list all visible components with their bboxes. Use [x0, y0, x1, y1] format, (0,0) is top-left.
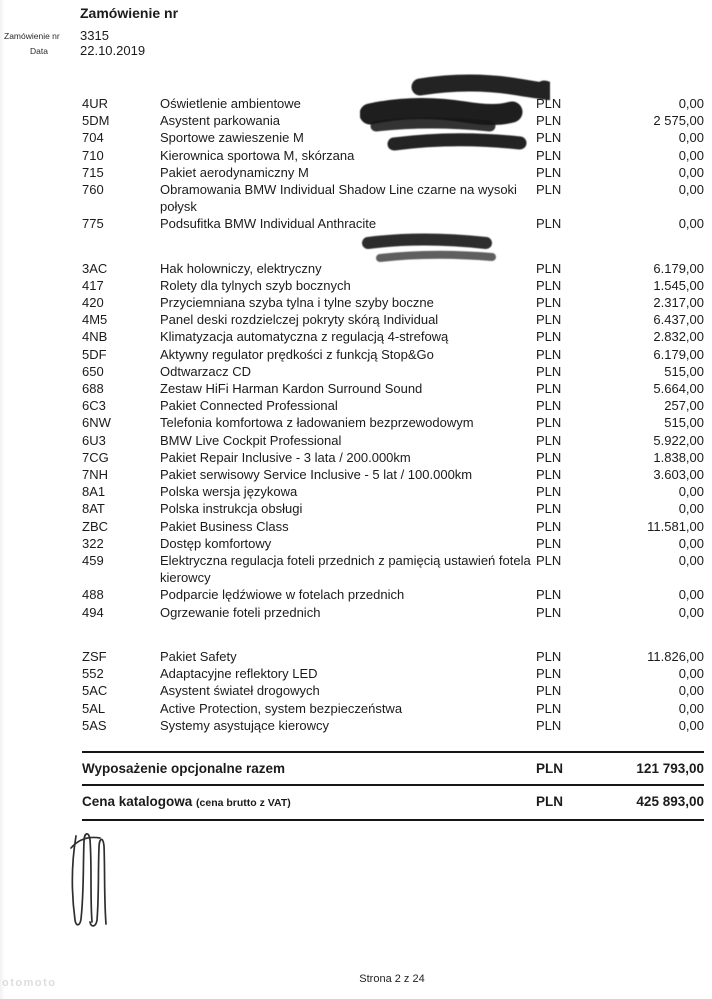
catalog-price-amount: 425 893,00: [636, 794, 704, 810]
option-description: Podparcie lędźwiowe w fotelach przednich: [160, 587, 405, 603]
option-code: 4UR: [82, 96, 109, 111]
currency-label: PLN: [536, 648, 562, 664]
option-row: [82, 346, 704, 363]
option-description: Polska instrukcja obsługi: [160, 501, 303, 517]
currency-label: PLN: [536, 277, 562, 293]
option-amount: 5.922,00: [653, 432, 704, 448]
option-row: [82, 215, 704, 232]
option-code: 7NH: [82, 467, 109, 483]
watermark: otomoto: [2, 977, 57, 989]
handwritten-signature: [66, 824, 118, 934]
currency-label: PLN: [536, 794, 563, 810]
option-description: Sportowe zawieszenie M: [160, 130, 304, 146]
option-row: [82, 397, 704, 414]
currency-label: PLN: [536, 432, 562, 448]
option-description: Pakiet serwisowy Service Inclusive - 5 lat / 100.000km: [160, 467, 473, 483]
option-code: 488: [82, 587, 104, 603]
option-row: [82, 665, 704, 682]
option-code: 4NB: [82, 329, 108, 345]
option-amount: 0,00: [678, 604, 704, 620]
option-amount: 2 575,00: [653, 113, 704, 129]
option-code: 420: [82, 295, 104, 311]
option-amount: 0,00: [678, 683, 704, 699]
currency-label: PLN: [536, 96, 562, 111]
option-description: Kierownica sportowa M, skórzana: [160, 147, 355, 163]
option-description: Pakiet aerodynamiczny M: [160, 164, 309, 180]
option-description: Przyciemniana szyba tylna i tylne szyby boczne: [160, 295, 434, 311]
option-description: Asystent parkowania: [160, 113, 280, 129]
option-amount: 0,00: [678, 484, 704, 500]
totals-section: [82, 751, 704, 821]
option-amount: 6.179,00: [653, 260, 704, 276]
catalog-price-label-text: Cena katalogowa: [82, 794, 193, 810]
currency-label: PLN: [536, 346, 562, 362]
option-code: 494: [82, 604, 104, 620]
option-code: 5AS: [82, 717, 107, 733]
margin-label-date: Data: [30, 46, 48, 56]
option-row: [82, 500, 704, 517]
option-code: 710: [82, 147, 104, 163]
currency-label: PLN: [536, 501, 562, 517]
currency-label: PLN: [536, 295, 562, 311]
option-description: Odtwarzacz CD: [160, 363, 252, 379]
option-description: Pakiet Business Class: [160, 518, 289, 534]
option-code: 5DM: [82, 113, 110, 129]
option-description: Hak holowniczy, elektryczny: [160, 260, 322, 276]
redaction-smudge-middle-icon: [360, 232, 502, 268]
option-row: [82, 414, 704, 431]
redaction-smudge-top-icon: [360, 74, 550, 158]
option-amount: 0,00: [678, 501, 704, 517]
option-amount: 1.838,00: [653, 449, 704, 465]
option-code: 552: [82, 666, 104, 682]
option-code: 459: [82, 553, 104, 569]
option-amount: 0,00: [678, 130, 704, 146]
option-row: [82, 432, 704, 449]
option-description: Pakiet Repair Inclusive - 3 lata / 200.000km: [160, 449, 411, 465]
option-row: [82, 181, 704, 215]
option-amount: 3.603,00: [653, 467, 704, 483]
option-amount: 0,00: [678, 164, 704, 180]
option-code: 6C3: [82, 398, 106, 414]
currency-label: PLN: [536, 587, 562, 603]
option-code: 7CG: [82, 449, 109, 465]
currency-label: PLN: [536, 535, 562, 551]
catalog-price-note: (cena brutto z VAT): [196, 797, 291, 810]
option-row: [82, 449, 704, 466]
option-code: 417: [82, 277, 104, 293]
currency-label: PLN: [536, 449, 562, 465]
option-amount: 5.664,00: [653, 381, 704, 397]
option-code: 704: [82, 130, 104, 146]
option-row: [82, 682, 704, 699]
option-row: [82, 466, 704, 483]
option-code: 3AC: [82, 260, 108, 276]
currency-label: PLN: [536, 363, 562, 379]
currency-label: PLN: [536, 147, 562, 163]
option-description: Systemy asystujące kierowcy: [160, 717, 330, 733]
option-row: [82, 483, 704, 500]
currency-label: PLN: [536, 415, 562, 431]
currency-label: PLN: [536, 700, 562, 716]
option-description: Polska wersja językowa: [160, 484, 298, 500]
order-date: 22.10.2019: [80, 43, 146, 58]
option-description: Asystent świateł drogowych: [160, 683, 320, 699]
option-amount: 0,00: [678, 587, 704, 603]
option-code: 775: [82, 216, 104, 232]
option-description: Pakiet Connected Professional: [160, 398, 338, 414]
option-amount: 6.179,00: [653, 346, 704, 362]
option-description: Podsufitka BMW Individual Anthracite: [160, 216, 377, 232]
currency-label: PLN: [536, 518, 562, 534]
currency-label: PLN: [536, 312, 562, 328]
option-amount: 0,00: [678, 717, 704, 733]
option-description: Panel deski rozdzielczej pokryty skórą Individual: [160, 312, 439, 328]
option-amount: 257,00: [664, 398, 704, 414]
option-amount: 1.545,00: [653, 277, 704, 293]
option-description: Adaptacyjne reflektory LED: [160, 666, 318, 682]
option-code: 5AL: [82, 700, 106, 716]
catalog-price-label: [82, 793, 536, 812]
currency-label: PLN: [536, 717, 562, 733]
currency-label: PLN: [536, 484, 562, 500]
option-description: Oświetlenie ambientowe: [160, 96, 301, 111]
currency-label: PLN: [536, 182, 562, 198]
option-code: 760: [82, 182, 104, 198]
option-amount: 11.826,00: [647, 648, 704, 664]
option-row: [82, 552, 704, 586]
option-amount: 0,00: [678, 182, 704, 198]
option-row: [82, 363, 704, 380]
option-amount: 0,00: [678, 216, 704, 232]
option-row: [82, 277, 704, 294]
currency-label: PLN: [536, 113, 562, 129]
options-total-row: [82, 753, 704, 786]
option-group: [82, 260, 704, 621]
option-amount: 0,00: [678, 666, 704, 682]
option-amount: 0,00: [678, 535, 704, 551]
option-amount: 0,00: [678, 96, 704, 111]
currency-label: PLN: [536, 130, 562, 146]
option-code: 688: [82, 381, 104, 397]
currency-label: PLN: [536, 164, 562, 180]
option-row: [82, 604, 704, 621]
option-description: Ogrzewanie foteli przednich: [160, 604, 321, 620]
currency-label: PLN: [536, 216, 562, 232]
order-title: Zamówienie nr: [80, 5, 179, 21]
option-description: Dostęp komfortowy: [160, 535, 272, 551]
option-code: 650: [82, 363, 104, 379]
option-description: Telefonia komfortowa z ładowaniem bezprzewodowym: [160, 415, 474, 431]
option-code: ZBC: [82, 518, 108, 534]
option-row: [82, 700, 704, 717]
option-row: [82, 294, 704, 311]
option-amount: 2.317,00: [653, 295, 704, 311]
currency-label: PLN: [536, 329, 562, 345]
currency-label: PLN: [536, 604, 562, 620]
option-description: Obramowania BMW Individual Shadow Line czarne na wysoki połysk: [160, 182, 517, 215]
option-row: [82, 717, 704, 734]
order-header: [80, 5, 178, 58]
option-row: [82, 535, 704, 552]
option-code: ZSF: [82, 648, 107, 664]
order-number: 3315: [80, 28, 109, 43]
option-code: 5AC: [82, 683, 108, 699]
option-amount: 515,00: [664, 363, 704, 379]
option-code: 5DF: [82, 346, 107, 362]
option-amount: 6.437,00: [653, 312, 704, 328]
option-amount: 0,00: [678, 700, 704, 716]
option-code: 6NW: [82, 415, 111, 431]
option-row: [82, 380, 704, 397]
option-amount: 0,00: [678, 147, 704, 163]
option-code: 322: [82, 535, 104, 551]
option-description: Elektryczna regulacja foteli przednich z pamięcią ustawień fotela kierowcy: [160, 553, 531, 586]
options-table: [82, 95, 704, 821]
currency-label: PLN: [536, 381, 562, 397]
option-row: [82, 648, 704, 665]
option-description: Active Protection, system bezpieczeństwa: [160, 700, 403, 716]
option-amount: 11.581,00: [647, 518, 704, 534]
option-amount: 2.832,00: [653, 329, 704, 345]
option-amount: 0,00: [678, 553, 704, 569]
options-total-label: Wyposażenie opcjonalne razem: [82, 760, 286, 776]
currency-label: PLN: [536, 467, 562, 483]
catalog-price-row: [82, 786, 704, 821]
option-code: 715: [82, 164, 104, 180]
option-description: Klimatyzacja automatyczna z regulacją 4-strefową: [160, 329, 449, 345]
option-code: 8A1: [82, 484, 106, 500]
option-description: BMW Live Cockpit Professional: [160, 432, 342, 448]
option-amount: 515,00: [664, 415, 704, 431]
option-row: [82, 311, 704, 328]
currency-label: PLN: [536, 760, 563, 776]
option-group: [82, 648, 704, 734]
options-total-amount: 121 793,00: [636, 760, 704, 776]
option-row: [82, 586, 704, 603]
currency-label: PLN: [536, 683, 562, 699]
margin-label-order-number: Zamówienie nr: [4, 31, 60, 41]
option-description: Aktywny regulator prędkości z funkcją Stop&Go: [160, 346, 434, 362]
option-code: 8AT: [82, 501, 105, 517]
option-code: 6U3: [82, 432, 106, 448]
page-number: Strona 2 z 24: [359, 973, 425, 985]
currency-label: PLN: [536, 666, 562, 682]
option-description: Zestaw HiFi Harman Kardon Surround Sound: [160, 381, 423, 397]
currency-label: PLN: [536, 398, 562, 414]
currency-label: PLN: [536, 260, 562, 276]
option-row: [82, 518, 704, 535]
option-description: Pakiet Safety: [160, 648, 237, 664]
option-description: Rolety dla tylnych szyb bocznych: [160, 277, 351, 293]
option-groups: [82, 95, 704, 734]
currency-label: PLN: [536, 553, 562, 569]
option-row: [82, 328, 704, 345]
option-code: 4M5: [82, 312, 108, 328]
option-row: [82, 164, 704, 181]
